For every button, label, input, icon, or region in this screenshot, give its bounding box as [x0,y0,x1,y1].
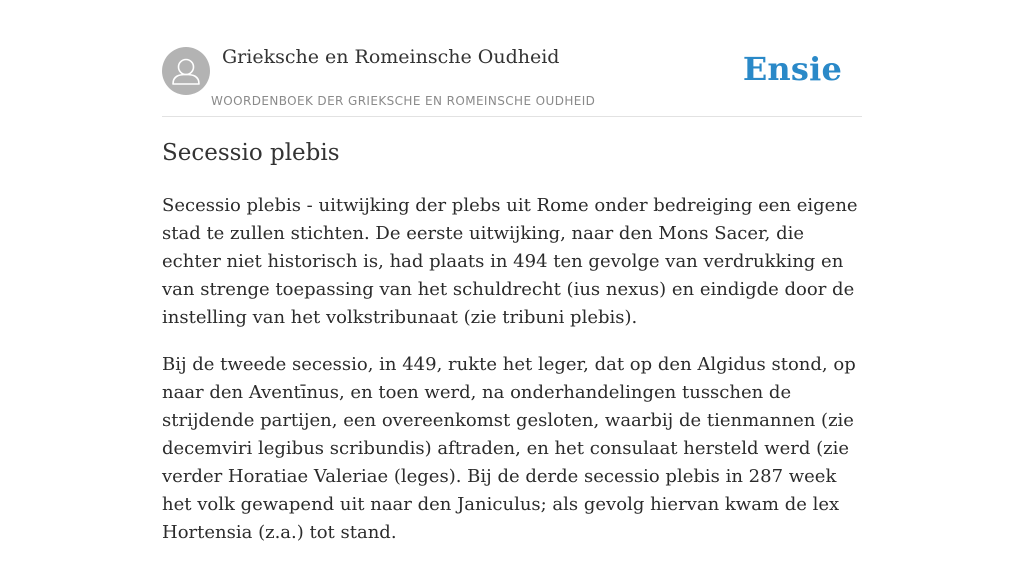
article-content [162,192,866,566]
book-subtitle: WOORDENBOEK DER GRIEKSCHE EN ROMEINSCHE OUDHEID [211,94,596,108]
book-title-link[interactable]: Grieksche en Romeinsche Oudheid [222,46,560,68]
brand-logo-link[interactable]: Ensie [742,50,842,88]
article-paragraph: Secessio plebis - uitwijking der plebs uit Rome onder bedreiging een eigene stad te zullen stichten. De eerste uitwijking, naar den Mons Sacer, die echter niet historisch is, had plaats in 494 ten gevolge van verdrukking en van strenge toepassing van het schuldrecht (ius nexus) en eindigde door de instelling van het volkstribunaat (zie tribuni plebis). [162,195,858,328]
header [162,44,862,117]
user-avatar-icon[interactable] [162,47,210,95]
person-outline-icon [162,47,210,95]
article-paragraph: Bij de tweede secessio, in 449, rukte het leger, dat op den Algidus stond, op naar den Aventīnus, en toen werd, na onderhandelingen tusschen de strijdende partijen, een overeenkomst gesloten, waarbij de tienmannen (zie decemviri legibus scribundis) aftraden, en het consulaat hersteld werd (zie verder Horatiae Valeriae (leges). Bij de derde secessio plebis in 287 week het volk gewapend uit naar den Janiculus; als gevolg hiervan kwam de lex Hortensia (z.a.) tot stand. [162,354,856,543]
page-title: Secessio plebis [162,140,340,166]
